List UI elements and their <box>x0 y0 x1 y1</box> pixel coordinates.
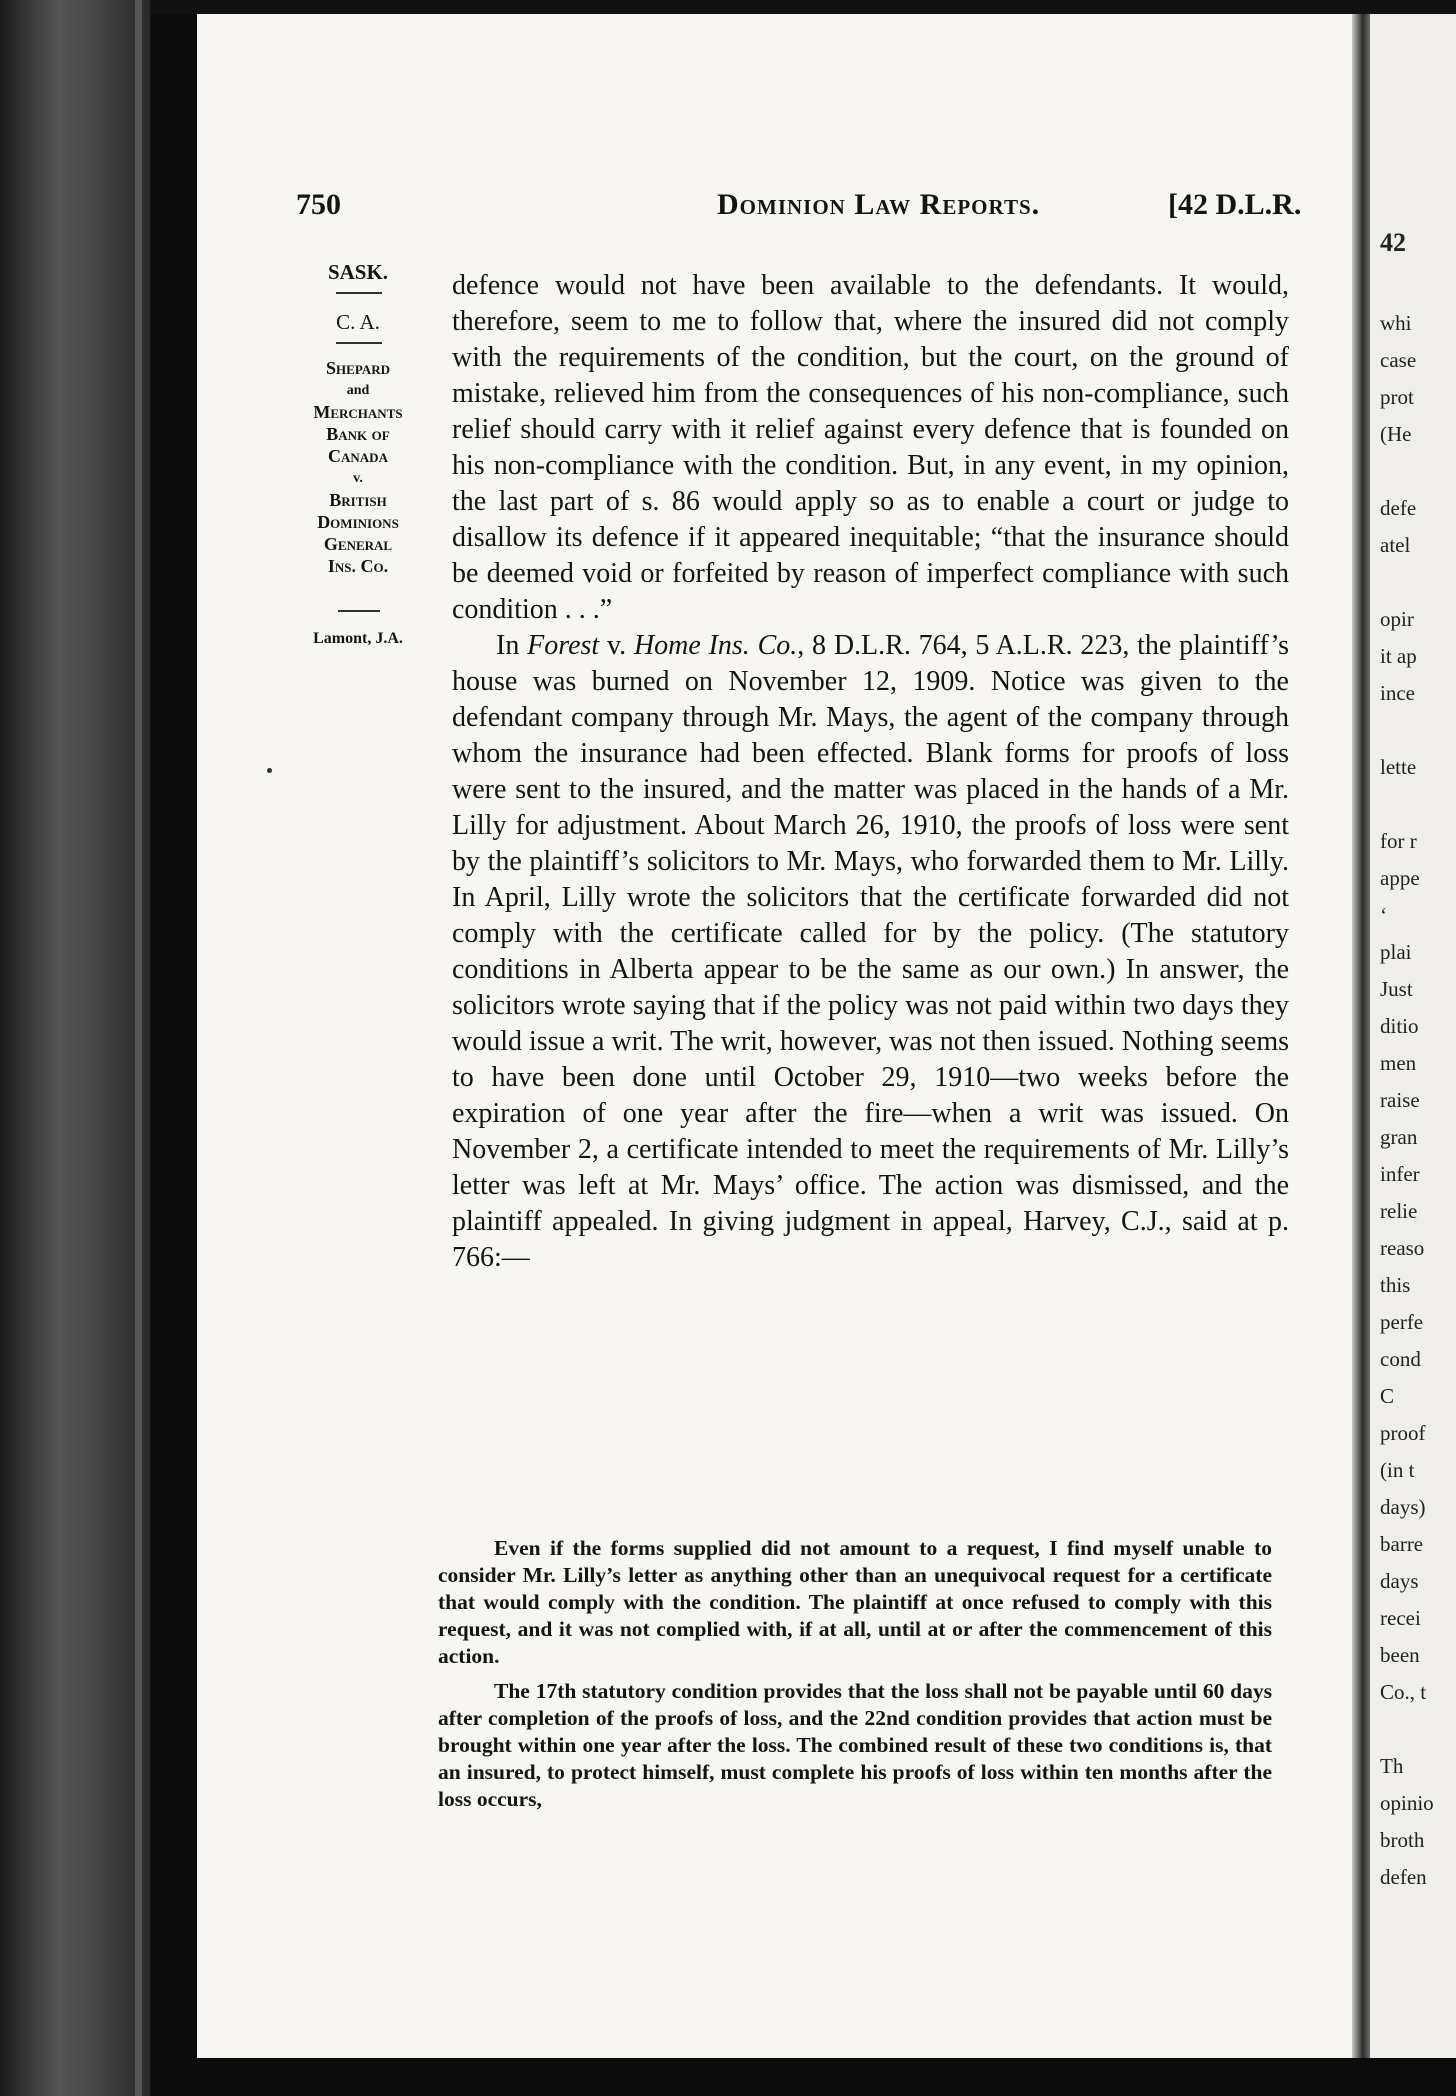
facing-page-line: Co., t <box>1380 1680 1427 1704</box>
body-paragraph-2: In Forest v. Home Ins. Co., 8 D.L.R. 764, 5 A.L.R. 223, the plaintiff’s house was burned on November 12, 1909. Notice was given to the defendant company through Mr. Mays, the agent of the company through whom the insurance had been effected. Blank forms for proofs of loss were sent to the insured, and the matter was placed in the hands of a Mr. Lilly for adjustment. About March 26, 1910, the proofs of loss were sent by the plaintiff’s solicitors to Mr. Mays, who forwarded them to Mr. Lilly. In April, Lilly wrote the solicitors that the certificate forwarded did not comply with the certificate called for by the policy. (The statutory conditions in Alberta appear to be the same as our own.) In answer, the solicitors wrote saying that if the policy was not paid within two days they would issue a writ. The writ, however, was not then issued. Nothing seems to have been done until October 29, 1910—two weeks before the expiration of one year after the fire—when a writ was issued. On November 2, a certificate intended to meet the requirements of Mr. Lilly’s letter was left at Mr. Mays’ office. The action was dismissed, and the plaintiff appealed. In giving judgment in appeal, Harvey, C.J., said at p. 766:— <box>452 630 1290 1273</box>
facing-page-line: opir <box>1380 607 1414 631</box>
facing-page-line: ditio <box>1380 1014 1419 1038</box>
facing-page-line: cond <box>1380 1347 1421 1371</box>
quote-paragraph-1: Even if the forms supplied did not amount to a request, I find myself unable to consider Mr. Lilly’s letter as anything other than an unequivocal request for a certificate that would comply with the condition. The plaintiff at once refused to comply with this request, and it was not complied with, if at all, until at or after the commencement of this action. <box>438 1536 1272 1668</box>
facing-page-line: defe <box>1380 496 1417 520</box>
facing-page-line: men <box>1380 1051 1417 1075</box>
facing-page-line: recei <box>1380 1606 1421 1630</box>
case-name-forest: Forest <box>527 630 600 661</box>
margin-caption-line: British <box>329 490 387 510</box>
facing-page-line: been <box>1380 1643 1420 1667</box>
facing-page-line: broth <box>1380 1828 1425 1852</box>
running-title: Dominion Law Reports. <box>717 188 1041 221</box>
facing-page-line: for r <box>1380 829 1417 853</box>
facing-page-line: case <box>1380 348 1417 372</box>
margin-rule <box>338 610 380 612</box>
margin-caption-line: General <box>323 534 393 554</box>
facing-page-line: perfe <box>1380 1310 1424 1334</box>
margin-caption-line: v. <box>353 471 363 486</box>
facing-page-line: infer <box>1380 1162 1420 1186</box>
facing-page-line: it ap <box>1380 644 1417 668</box>
facing-page-line: whi <box>1380 311 1412 335</box>
facing-page-line: ‘ <box>1380 903 1387 927</box>
facing-page-line: plai <box>1380 940 1412 964</box>
block-quotation <box>438 1535 1272 1821</box>
margin-rule <box>336 342 382 344</box>
margin-caption-line: Bank of <box>326 424 390 444</box>
facing-page-line: C <box>1380 1384 1395 1408</box>
margin-rule <box>336 292 382 294</box>
margin-caption-line: Canada <box>328 446 388 466</box>
facing-page-line: barre <box>1380 1532 1424 1556</box>
margin-caption-line: and <box>346 383 370 398</box>
margin-province: SASK. <box>327 260 389 284</box>
facing-page-line: defen <box>1380 1865 1427 1889</box>
page-number: 750 <box>296 188 341 221</box>
margin-judge: Lamont, J.A. <box>313 630 403 647</box>
facing-page-line: relie <box>1380 1199 1418 1223</box>
scan-top-edge <box>0 0 1456 14</box>
facing-page-line: lette <box>1380 755 1417 779</box>
facing-page-line: (in t <box>1380 1458 1415 1482</box>
page-gutter <box>1352 14 1370 2058</box>
facing-page-line: ince <box>1380 681 1415 705</box>
margin-caption-line: Merchants <box>313 402 403 422</box>
book-binding <box>0 0 150 2096</box>
quote-paragraph-2: The 17th statutory condition provides that the loss shall not be payable until 60 days after completion of the proofs of loss, and the 22nd condition provides that action must be brought within one year after the loss. The combined result of these two conditions is, that an insured, to protect himself, must complete his proofs of loss within ten months after the loss occurs, <box>438 1679 1272 1811</box>
binding-edge <box>135 0 142 2096</box>
facing-page-line: proof <box>1380 1421 1426 1445</box>
facing-page-line: raise <box>1380 1088 1420 1112</box>
facing-page-line: gran <box>1380 1125 1418 1149</box>
facing-page-line: reaso <box>1380 1236 1425 1260</box>
margin-caption-line: Dominions <box>317 512 399 532</box>
facing-page-edge <box>1370 14 1456 2058</box>
volume-reference: [42 D.L.R. <box>1168 188 1302 221</box>
facing-page-line: prot <box>1380 385 1414 409</box>
body-paragraph-1: defence would not have been available to the defendants. It would, therefore, seem to me to follow that, where the insured did not comply with the requirements of the condition, but the court, on the ground of mistake, relieved him from the consequences of his non-compliance, such relief should carry with it relief against every defence that is founded on his non-compliance with the condition. But, in any event, in my opinion, the last part of s. 86 would apply so as to enable a court or judge to disallow its defence if it appeared inequitable; “that the insurance should be deemed void or forfeited by reason of imperfect compliance with such condition . . .” <box>452 270 1289 625</box>
facing-page-line: atel <box>1380 533 1411 557</box>
facing-page-line: Just <box>1380 977 1413 1001</box>
ink-speck <box>267 768 272 773</box>
opinion-body <box>452 268 1289 1276</box>
margin-court: C. A. <box>336 310 380 334</box>
margin-caption-line: Ins. Co. <box>327 556 389 576</box>
facing-page-header: 42 <box>1380 228 1406 257</box>
facing-page-line: Th <box>1380 1754 1404 1778</box>
facing-page-line: appe <box>1380 866 1420 890</box>
case-name-home-ins: Home Ins. Co. <box>633 630 798 661</box>
facing-page-line: (He <box>1380 422 1412 446</box>
facing-page-line: days <box>1380 1569 1419 1593</box>
facing-page-line: this <box>1380 1273 1411 1297</box>
facing-page-line: days) <box>1380 1495 1426 1519</box>
margin-caption-line: Shepard <box>326 358 390 378</box>
facing-page-line: opinio <box>1380 1791 1434 1815</box>
